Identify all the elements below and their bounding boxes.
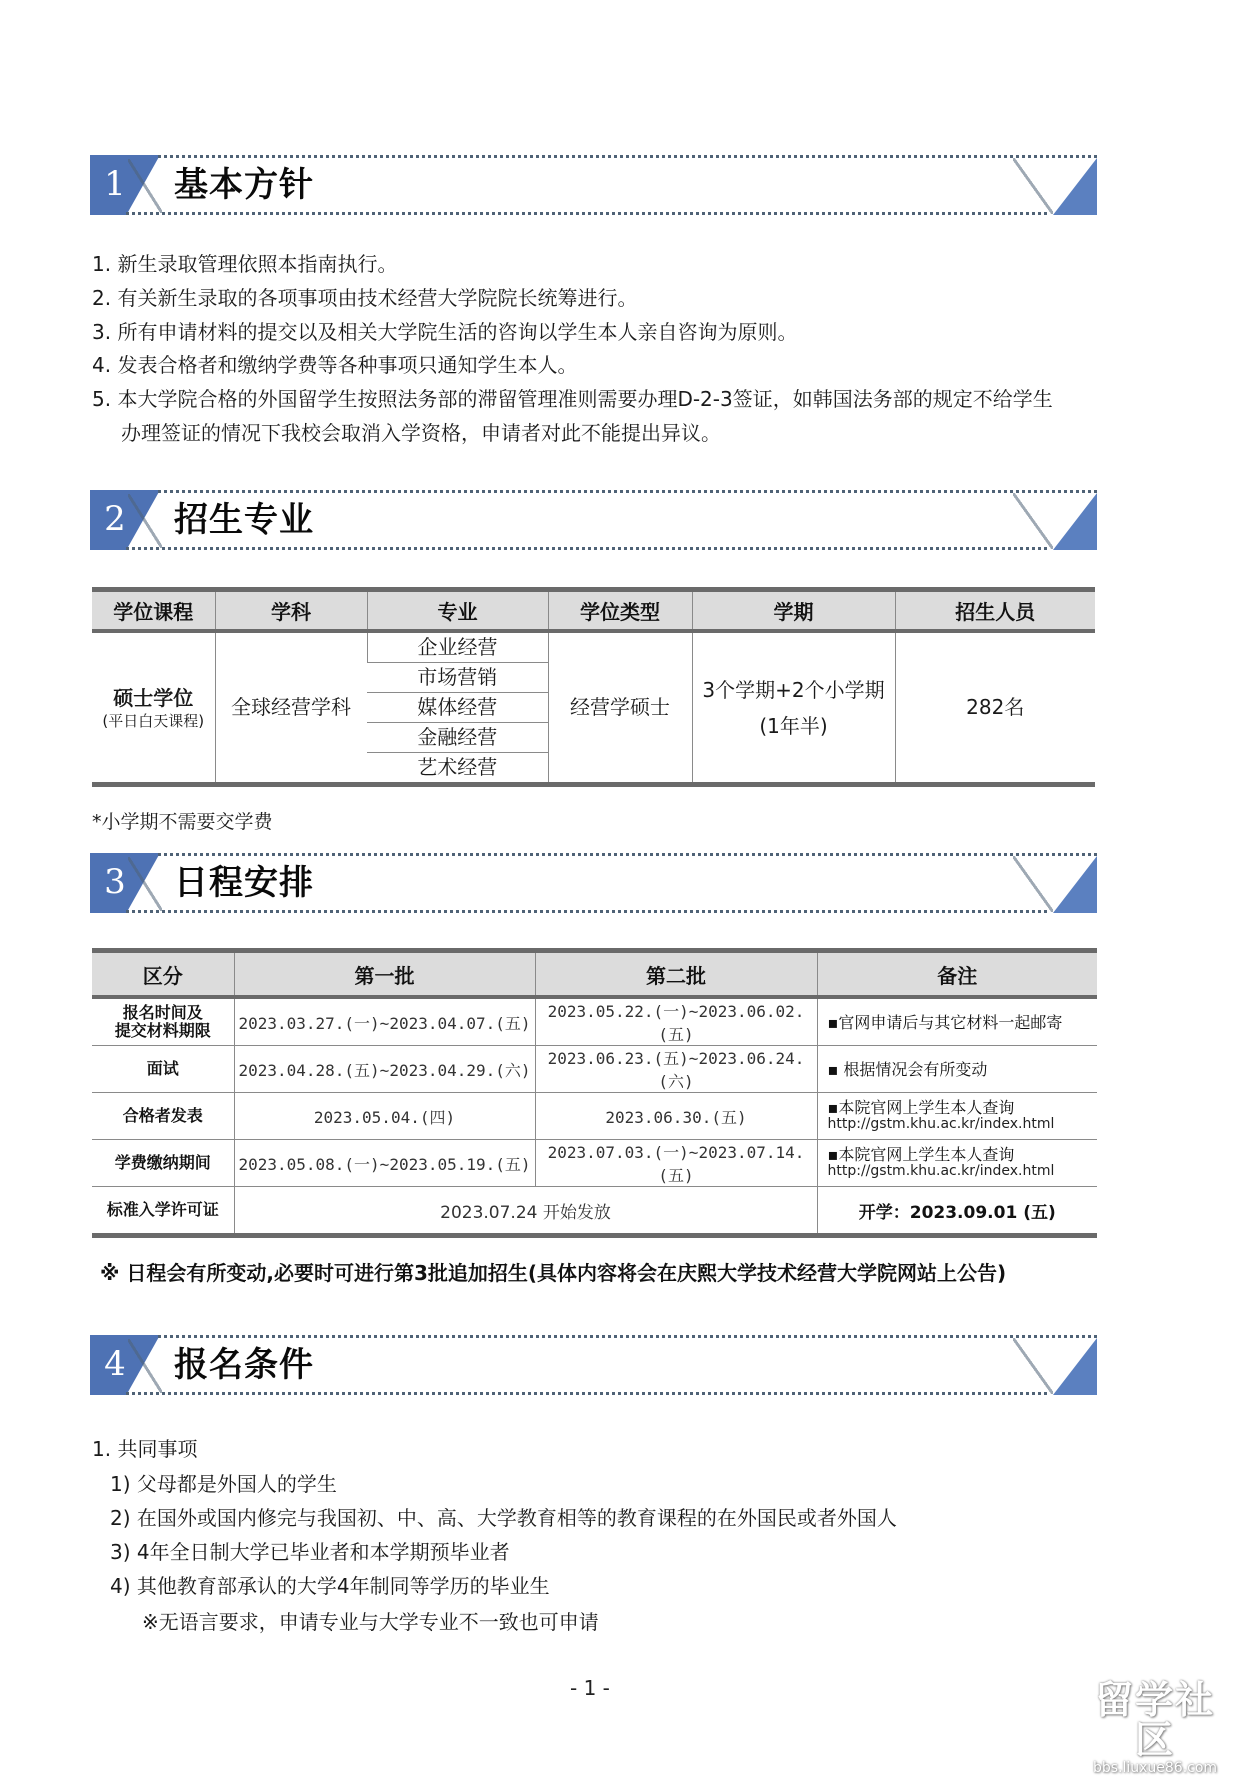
section-number: 3 xyxy=(104,862,126,902)
table-row xyxy=(92,997,1097,1046)
batch2-cell: 2023.06.23.(五)~2023.06.24.(六) xyxy=(535,1046,817,1093)
row-label: 合格者发表 xyxy=(92,1093,234,1140)
batch1-cell: 2023.05.04.(四) xyxy=(234,1093,535,1140)
corner-triangle-decoration xyxy=(1053,158,1097,215)
policy-item: 2. 有关新生录取的各项事项由技术经营大学院院长统筹进行。 xyxy=(92,286,638,310)
watermark-title: 留学社区 xyxy=(1094,1678,1215,1762)
section-title: 日程安排 xyxy=(174,863,314,903)
dotted-border-bottom xyxy=(126,547,1047,550)
row-label: 面试 xyxy=(92,1046,234,1093)
batch2-cell: 2023.06.30.(五) xyxy=(535,1093,817,1140)
watermark-url: bbs.liuxue86.com xyxy=(1092,1760,1218,1776)
eligibility-note: ※无语言要求，申请专业与大学专业不一致也可申请 xyxy=(142,1610,599,1634)
dotted-border-top xyxy=(158,490,1097,493)
dotted-slash-left xyxy=(128,159,162,213)
dotted-border-bottom xyxy=(126,910,1047,913)
table-row xyxy=(92,1093,1097,1140)
major-cell: 企业经营 xyxy=(367,631,548,663)
column-header: 区分 xyxy=(92,951,234,998)
dotted-slash-right xyxy=(1013,158,1053,214)
degree-type-cell: 经营学硕士 xyxy=(548,631,692,785)
dotted-slash-right xyxy=(1013,856,1053,912)
section-title: 报名条件 xyxy=(174,1345,314,1385)
batch1-cell: 2023.03.27.(一)~2023.04.07.(五) xyxy=(234,997,535,1046)
section-number: 2 xyxy=(104,499,126,539)
major-cell: 媒体经营 xyxy=(367,693,548,723)
remark-cell xyxy=(817,1140,1097,1187)
corner-triangle-decoration xyxy=(1053,1338,1097,1395)
dotted-slash-left xyxy=(128,494,162,548)
degree-name: 硕士学位 xyxy=(113,685,194,710)
dotted-border-bottom xyxy=(126,1392,1047,1395)
dotted-border-top xyxy=(158,1335,1097,1338)
majors-footnote: *小学期不需要交学费 xyxy=(92,811,273,833)
major-cell: 艺术经营 xyxy=(367,753,548,785)
dotted-border-top xyxy=(158,853,1097,856)
policy-item: 5. 本大学院合格的外国留学生按照法务部的滞留管理准则需要办理D-2-3签证，如韩国法务部的规定不给学生 xyxy=(92,387,1053,411)
department-cell: 全球经营学科 xyxy=(215,631,367,785)
dotted-border-top xyxy=(158,155,1097,158)
remark-cell xyxy=(817,997,1097,1046)
remark-cell xyxy=(817,1093,1097,1140)
dotted-slash-right xyxy=(1013,493,1053,549)
majors-table xyxy=(92,587,1095,787)
dotted-slash-left xyxy=(128,1339,162,1393)
corner-triangle-decoration xyxy=(1053,493,1097,550)
section-header-eligibility xyxy=(90,1335,1097,1395)
table-header-row xyxy=(92,951,1097,998)
column-header: 第一批 xyxy=(234,951,535,998)
batch2-cell: 2023.07.03.(一)~2023.07.14.(五) xyxy=(535,1140,817,1187)
section-title: 招生专业 xyxy=(174,500,314,540)
row-label: 标准入学许可证 xyxy=(92,1187,234,1236)
column-header: 学位类型 xyxy=(548,590,692,632)
semesters-line2: (1年半) xyxy=(759,713,828,738)
major-cell: 金融经营 xyxy=(367,723,548,753)
remark-text: ▪本院官网上学生本人查询 xyxy=(827,1145,1015,1164)
policy-item: 1. 新生录取管理依照本指南执行。 xyxy=(92,252,398,276)
remark-url-link[interactable]: http://gstm.khu.ac.kr/index.html xyxy=(827,1163,1055,1179)
major-cell: 市场营销 xyxy=(367,663,548,693)
remark-url-link[interactable]: http://gstm.khu.ac.kr/index.html xyxy=(827,1116,1055,1132)
section-number: 4 xyxy=(104,1344,126,1384)
section-title: 基本方针 xyxy=(174,165,314,205)
remark-text: ▪ 根据情况会有所变动 xyxy=(827,1059,988,1079)
semesters-cell xyxy=(692,631,895,785)
section-header-basic-policy xyxy=(90,155,1097,215)
eligibility-heading: 1. 共同事项 xyxy=(92,1437,198,1461)
column-header: 学期 xyxy=(692,590,895,632)
column-header: 第二批 xyxy=(535,951,817,998)
eligibility-item: 2) 在国外或国内修完与我国初、中、高、大学教育相等的教育课程的在外国民或者外国人 xyxy=(110,1506,897,1530)
dotted-slash-left xyxy=(128,857,162,911)
semester-start-cell: 开学：2023.09.01 (五) xyxy=(817,1187,1097,1236)
column-header: 学位课程 xyxy=(92,590,215,632)
table-row xyxy=(92,1046,1097,1093)
watermark-logo xyxy=(1080,1680,1230,1776)
eligibility-item: 4) 其他教育部承认的大学4年制同等学历的毕业生 xyxy=(110,1574,550,1598)
degree-cell xyxy=(92,631,215,785)
column-header: 学科 xyxy=(215,590,367,632)
page-number: - 1 - xyxy=(570,1676,610,1700)
policy-item: 4. 发表合格者和缴纳学费等各种事项只通知学生本人。 xyxy=(92,353,578,377)
row-label-line2: 提交材料期限 xyxy=(114,1021,211,1040)
row-label xyxy=(92,997,234,1046)
batch1-cell: 2023.05.08.(一)~2023.05.19.(五) xyxy=(234,1140,535,1187)
row-label-line1: 报名时间及 xyxy=(122,1003,203,1022)
batch1-cell: 2023.04.28.(五)~2023.04.29.(六) xyxy=(234,1046,535,1093)
section-header-majors xyxy=(90,490,1097,550)
section-number: 1 xyxy=(104,164,126,204)
policy-item: 3. 所有申请材料的提交以及相关大学院生活的咨询以学生本人亲自咨询为原则。 xyxy=(92,320,798,344)
corner-triangle-decoration xyxy=(1053,856,1097,913)
dotted-border-bottom xyxy=(126,212,1047,215)
schedule-note: ※ 日程会有所变动,必要时可进行第3批追加招生(具体内容将会在庆熙大学技术经营大学院网站上公告) xyxy=(100,1261,1007,1285)
remark-cell xyxy=(817,1046,1097,1093)
column-header: 专业 xyxy=(367,590,548,632)
admission-permit-cell: 2023.07.24 开始发放 xyxy=(234,1187,817,1236)
dotted-slash-right xyxy=(1013,1338,1053,1394)
batch2-cell: 2023.05.22.(一)~2023.06.02.(五) xyxy=(535,997,817,1046)
column-header: 招生人员 xyxy=(895,590,1095,632)
remark-text: ▪官网申请后与其它材料一起邮寄 xyxy=(827,1012,1063,1032)
policy-item-continuation: 办理签证的情况下我校会取消入学资格，申请者对此不能提出异议。 xyxy=(121,421,721,445)
row-label: 学费缴纳期间 xyxy=(92,1140,234,1187)
eligibility-item: 1) 父母都是外国人的学生 xyxy=(110,1472,337,1496)
degree-note: (平日白天课程) xyxy=(102,711,205,730)
column-header: 备注 xyxy=(817,951,1097,998)
schedule-table xyxy=(92,948,1097,1238)
semesters-line1: 3个学期+2个小学期 xyxy=(702,677,885,702)
table-header-row xyxy=(92,590,1095,632)
table-row xyxy=(92,1187,1097,1236)
remark-text: ▪本院官网上学生本人查询 xyxy=(827,1098,1015,1117)
quota-cell: 282名 xyxy=(895,631,1095,785)
section-header-schedule xyxy=(90,853,1097,913)
table-row xyxy=(92,1140,1097,1187)
eligibility-item: 3) 4年全日制大学已毕业者和本学期预毕业者 xyxy=(110,1540,510,1564)
table-row xyxy=(92,631,1095,663)
